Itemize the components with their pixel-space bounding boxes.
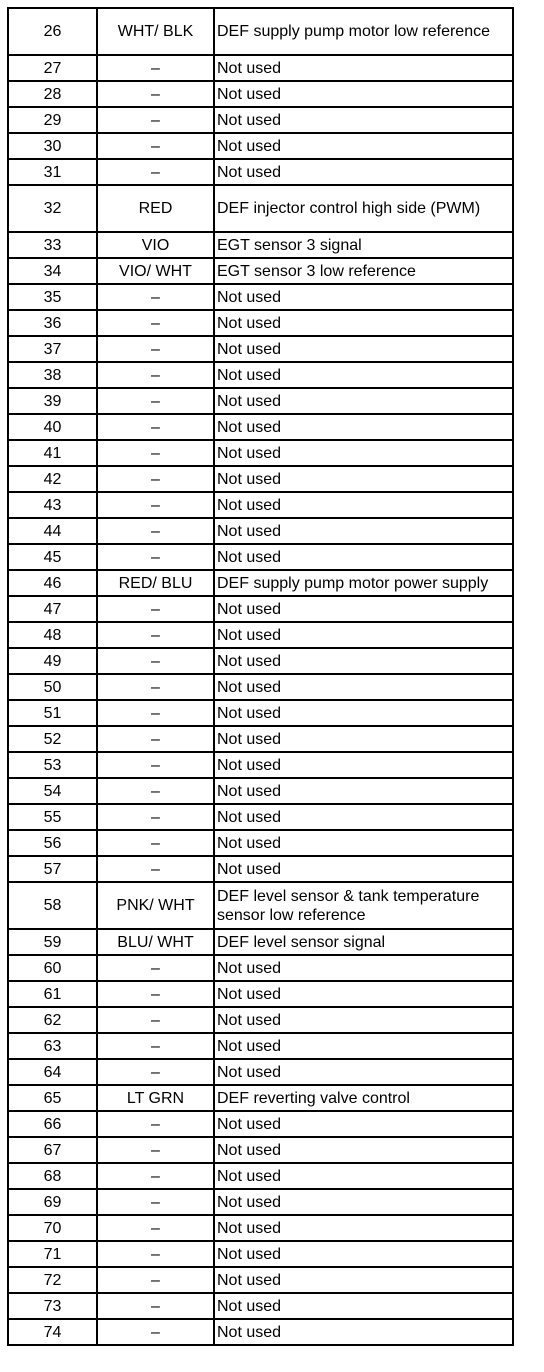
wire-color-cell: – (97, 778, 214, 804)
table-row (8, 81, 513, 107)
table-row (8, 1033, 513, 1059)
pin-number-cell: 51 (8, 700, 97, 726)
circuit-function-cell: Not used (214, 55, 513, 81)
wire-color-cell: – (97, 981, 214, 1007)
table-row (8, 856, 513, 882)
circuit-function-cell: EGT sensor 3 low reference (214, 258, 513, 284)
wire-color-cell: – (97, 1267, 214, 1293)
pin-number-cell: 57 (8, 856, 97, 882)
table-row (8, 726, 513, 752)
table-row (8, 466, 513, 492)
circuit-function-cell: Not used (214, 856, 513, 882)
circuit-function-cell: Not used (214, 700, 513, 726)
table-row (8, 284, 513, 310)
pin-number-cell: 46 (8, 570, 97, 596)
pin-number-cell: 60 (8, 955, 97, 981)
circuit-function-cell: Not used (214, 804, 513, 830)
pin-number-cell: 71 (8, 1241, 97, 1267)
circuit-function-cell: Not used (214, 284, 513, 310)
pin-number-cell: 55 (8, 804, 97, 830)
pin-number-cell: 44 (8, 518, 97, 544)
circuit-function-cell: Not used (214, 778, 513, 804)
table-row (8, 596, 513, 622)
table-row (8, 570, 513, 596)
pin-number-cell: 61 (8, 981, 97, 1007)
circuit-function-cell: Not used (214, 159, 513, 185)
table-row (8, 336, 513, 362)
wire-color-cell: – (97, 1163, 214, 1189)
pin-number-cell: 26 (8, 8, 97, 55)
pin-number-cell: 54 (8, 778, 97, 804)
circuit-function-cell: Not used (214, 362, 513, 388)
table-row (8, 8, 513, 55)
pin-number-cell: 49 (8, 648, 97, 674)
table-row (8, 752, 513, 778)
wire-color-cell: – (97, 830, 214, 856)
circuit-function-cell: Not used (214, 1163, 513, 1189)
wire-color-cell: – (97, 362, 214, 388)
table-row (8, 1085, 513, 1111)
wire-color-cell: – (97, 81, 214, 107)
table-row (8, 440, 513, 466)
circuit-function-cell: Not used (214, 1267, 513, 1293)
pin-number-cell: 62 (8, 1007, 97, 1033)
circuit-function-cell: Not used (214, 81, 513, 107)
circuit-function-cell: Not used (214, 518, 513, 544)
wire-color-cell: – (97, 726, 214, 752)
circuit-function-cell: Not used (214, 1189, 513, 1215)
wire-color-cell: – (97, 107, 214, 133)
table-row (8, 185, 513, 232)
wire-color-cell: – (97, 856, 214, 882)
pin-number-cell: 45 (8, 544, 97, 570)
wire-color-cell: VIO (97, 232, 214, 258)
circuit-function-cell: Not used (214, 622, 513, 648)
wire-color-cell: VIO/ WHT (97, 258, 214, 284)
table-row (8, 1319, 513, 1345)
pin-number-cell: 74 (8, 1319, 97, 1345)
table-row (8, 414, 513, 440)
pin-number-cell: 50 (8, 674, 97, 700)
wire-color-cell: – (97, 955, 214, 981)
wire-color-cell: PNK/ WHT (97, 882, 214, 929)
circuit-function-cell: Not used (214, 752, 513, 778)
pin-number-cell: 35 (8, 284, 97, 310)
pin-number-cell: 38 (8, 362, 97, 388)
circuit-function-cell: Not used (214, 388, 513, 414)
table-row (8, 1111, 513, 1137)
pin-number-cell: 70 (8, 1215, 97, 1241)
circuit-function-cell: Not used (214, 596, 513, 622)
table-row (8, 674, 513, 700)
wire-color-cell: – (97, 466, 214, 492)
circuit-function-cell: Not used (214, 466, 513, 492)
table-row (8, 518, 513, 544)
circuit-function-cell: EGT sensor 3 signal (214, 232, 513, 258)
table-row (8, 388, 513, 414)
circuit-function-cell: Not used (214, 955, 513, 981)
wire-color-cell: RED/ BLU (97, 570, 214, 596)
pin-number-cell: 27 (8, 55, 97, 81)
wire-color-cell: – (97, 336, 214, 362)
pin-number-cell: 31 (8, 159, 97, 185)
wire-color-cell: – (97, 1189, 214, 1215)
wire-color-cell: RED (97, 185, 214, 232)
wire-color-cell: – (97, 1007, 214, 1033)
wire-color-cell: – (97, 544, 214, 570)
wire-color-cell: – (97, 310, 214, 336)
table-row (8, 310, 513, 336)
table-row (8, 159, 513, 185)
pin-number-cell: 69 (8, 1189, 97, 1215)
table-row (8, 544, 513, 570)
circuit-function-cell: DEF supply pump motor low reference (214, 8, 513, 55)
wire-color-cell: – (97, 700, 214, 726)
wire-color-cell: – (97, 492, 214, 518)
pin-number-cell: 66 (8, 1111, 97, 1137)
pin-number-cell: 43 (8, 492, 97, 518)
wire-color-cell: – (97, 518, 214, 544)
table-row (8, 1293, 513, 1319)
wire-color-cell: – (97, 596, 214, 622)
circuit-function-cell: Not used (214, 1007, 513, 1033)
table-row (8, 830, 513, 856)
circuit-function-cell: Not used (214, 492, 513, 518)
table-row (8, 1137, 513, 1163)
wire-color-cell: – (97, 804, 214, 830)
pin-number-cell: 68 (8, 1163, 97, 1189)
pin-number-cell: 64 (8, 1059, 97, 1085)
pin-number-cell: 47 (8, 596, 97, 622)
circuit-function-cell: DEF level sensor & tank temperature sensor low reference (214, 882, 513, 929)
table-row (8, 1215, 513, 1241)
circuit-function-cell: Not used (214, 1241, 513, 1267)
pinout-table-body (8, 8, 513, 1345)
pin-number-cell: 53 (8, 752, 97, 778)
wire-color-cell: – (97, 1215, 214, 1241)
wire-color-cell: – (97, 440, 214, 466)
circuit-function-cell: Not used (214, 1215, 513, 1241)
pin-number-cell: 40 (8, 414, 97, 440)
circuit-function-cell: Not used (214, 1059, 513, 1085)
table-row (8, 1007, 513, 1033)
wire-color-cell: – (97, 388, 214, 414)
circuit-function-cell: Not used (214, 830, 513, 856)
table-row (8, 929, 513, 955)
wire-color-cell: – (97, 1319, 214, 1345)
pin-number-cell: 29 (8, 107, 97, 133)
table-row (8, 362, 513, 388)
table-row (8, 1267, 513, 1293)
circuit-function-cell: Not used (214, 414, 513, 440)
table-row (8, 1059, 513, 1085)
table-row (8, 700, 513, 726)
circuit-function-cell: Not used (214, 981, 513, 1007)
pin-number-cell: 33 (8, 232, 97, 258)
circuit-function-cell: Not used (214, 544, 513, 570)
pin-number-cell: 28 (8, 81, 97, 107)
circuit-function-cell: DEF reverting valve control (214, 1085, 513, 1111)
table-row (8, 804, 513, 830)
pin-number-cell: 56 (8, 830, 97, 856)
wire-color-cell: – (97, 133, 214, 159)
table-row (8, 492, 513, 518)
wire-color-cell: – (97, 752, 214, 778)
circuit-function-cell: DEF supply pump motor power supply (214, 570, 513, 596)
pin-number-cell: 41 (8, 440, 97, 466)
pin-number-cell: 63 (8, 1033, 97, 1059)
circuit-function-cell: Not used (214, 310, 513, 336)
table-row (8, 955, 513, 981)
wire-color-cell: – (97, 414, 214, 440)
circuit-function-cell: Not used (214, 1293, 513, 1319)
wire-color-cell: – (97, 1241, 214, 1267)
circuit-function-cell: Not used (214, 674, 513, 700)
pin-number-cell: 67 (8, 1137, 97, 1163)
circuit-function-cell: Not used (214, 1111, 513, 1137)
table-row (8, 648, 513, 674)
circuit-function-cell: Not used (214, 440, 513, 466)
circuit-function-cell: DEF level sensor signal (214, 929, 513, 955)
table-row (8, 882, 513, 929)
wire-color-cell: – (97, 284, 214, 310)
circuit-function-cell: Not used (214, 133, 513, 159)
table-row (8, 55, 513, 81)
table-row (8, 1241, 513, 1267)
table-row (8, 981, 513, 1007)
circuit-function-cell: Not used (214, 1137, 513, 1163)
table-row (8, 1189, 513, 1215)
pin-number-cell: 39 (8, 388, 97, 414)
table-row (8, 107, 513, 133)
wire-color-cell: – (97, 648, 214, 674)
pin-number-cell: 58 (8, 882, 97, 929)
circuit-function-cell: Not used (214, 1319, 513, 1345)
wire-color-cell: – (97, 159, 214, 185)
table-row (8, 232, 513, 258)
wire-color-cell: BLU/ WHT (97, 929, 214, 955)
table-row (8, 778, 513, 804)
wire-color-cell: – (97, 1293, 214, 1319)
table-row (8, 258, 513, 284)
connector-pinout-table (7, 7, 514, 1346)
wire-color-cell: – (97, 1137, 214, 1163)
table-row (8, 133, 513, 159)
circuit-function-cell: DEF injector control high side (PWM) (214, 185, 513, 232)
pin-number-cell: 30 (8, 133, 97, 159)
pin-number-cell: 37 (8, 336, 97, 362)
circuit-function-cell: Not used (214, 107, 513, 133)
wire-color-cell: – (97, 1059, 214, 1085)
wire-color-cell: – (97, 55, 214, 81)
wire-color-cell: – (97, 674, 214, 700)
wire-color-cell: – (97, 622, 214, 648)
circuit-function-cell: Not used (214, 1033, 513, 1059)
pin-number-cell: 73 (8, 1293, 97, 1319)
pin-number-cell: 59 (8, 929, 97, 955)
circuit-function-cell: Not used (214, 726, 513, 752)
pin-number-cell: 65 (8, 1085, 97, 1111)
wire-color-cell: LT GRN (97, 1085, 214, 1111)
pin-number-cell: 32 (8, 185, 97, 232)
pin-number-cell: 34 (8, 258, 97, 284)
circuit-function-cell: Not used (214, 336, 513, 362)
pin-number-cell: 52 (8, 726, 97, 752)
table-row (8, 622, 513, 648)
pin-number-cell: 48 (8, 622, 97, 648)
table-row (8, 1163, 513, 1189)
wire-color-cell: – (97, 1033, 214, 1059)
wire-color-cell: WHT/ BLK (97, 8, 214, 55)
pin-number-cell: 72 (8, 1267, 97, 1293)
pin-number-cell: 36 (8, 310, 97, 336)
pin-number-cell: 42 (8, 466, 97, 492)
wire-color-cell: – (97, 1111, 214, 1137)
circuit-function-cell: Not used (214, 648, 513, 674)
